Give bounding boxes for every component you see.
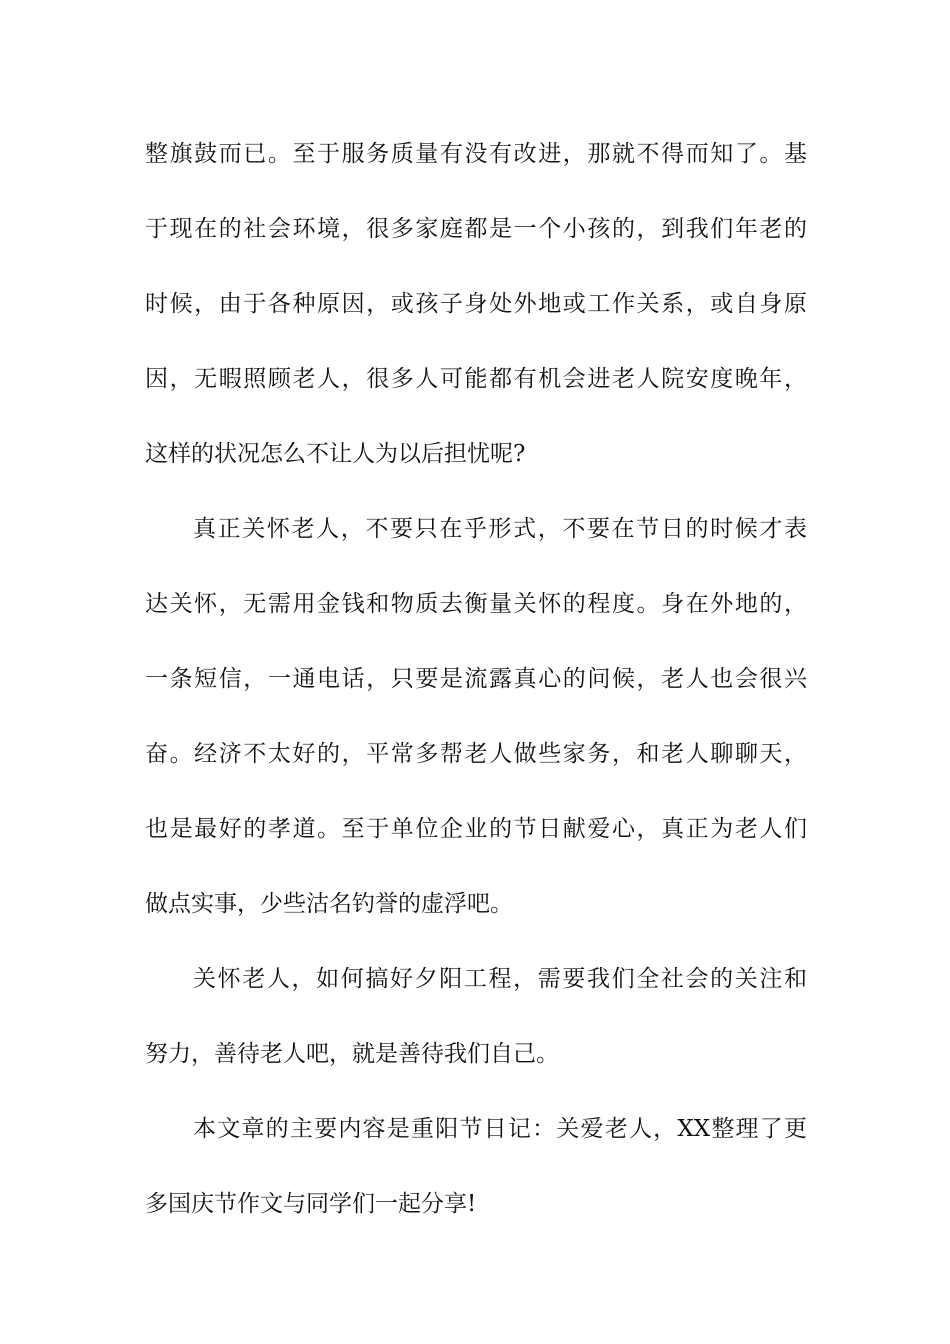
paragraph-3-line-1: 关怀老人，如何搞好夕阳工程，需要我们全社会的关注和 bbox=[193, 966, 807, 992]
paragraph-2-line-5: 也是最好的孝道。至于单位企业的节日献爱心，真正为老人们 bbox=[145, 816, 807, 842]
paragraph-2-line-6: 做点实事，少些沽名钓誉的虚浮吧。 bbox=[145, 891, 513, 917]
paragraph-2-line-4: 奋。经济不太好的，平常多帮老人做些家务，和老人聊聊天， bbox=[145, 741, 807, 767]
paragraph-1-line-5: 这样的状况怎么不让人为以后担忧呢? bbox=[145, 441, 526, 467]
paragraph-2-line-2: 达关怀，无需用金钱和物质去衡量关怀的程度。身在外地的， bbox=[145, 591, 807, 617]
paragraph-4-line-2: 多国庆节作文与同学们一起分享! bbox=[145, 1191, 477, 1217]
paragraph-1-line-3: 时候，由于各种原因，或孩子身处外地或工作关系，或自身原 bbox=[145, 291, 807, 317]
paragraph-2-line-3: 一条短信，一通电话，只要是流露真心的问候，老人也会很兴 bbox=[145, 666, 807, 692]
paragraph-1-line-1: 整旗鼓而已。至于服务质量有没有改进，那就不得而知了。基 bbox=[145, 141, 807, 167]
paragraph-2-line-1: 真正关怀老人，不要只在乎形式，不要在节日的时候才表 bbox=[193, 516, 807, 542]
paragraph-3-line-2: 努力，善待老人吧，就是善待我们自己。 bbox=[145, 1041, 559, 1067]
paragraph-1-line-2: 于现在的社会环境，很多家庭都是一个小孩的，到我们年老的 bbox=[145, 216, 807, 242]
paragraph-1-line-4: 因，无暇照顾老人，很多人可能都有机会进老人院安度晚年， bbox=[145, 366, 807, 392]
paragraph-4-line-1: 本文章的主要内容是重阳节日记：关爱老人，XX整理了更 bbox=[193, 1116, 807, 1142]
